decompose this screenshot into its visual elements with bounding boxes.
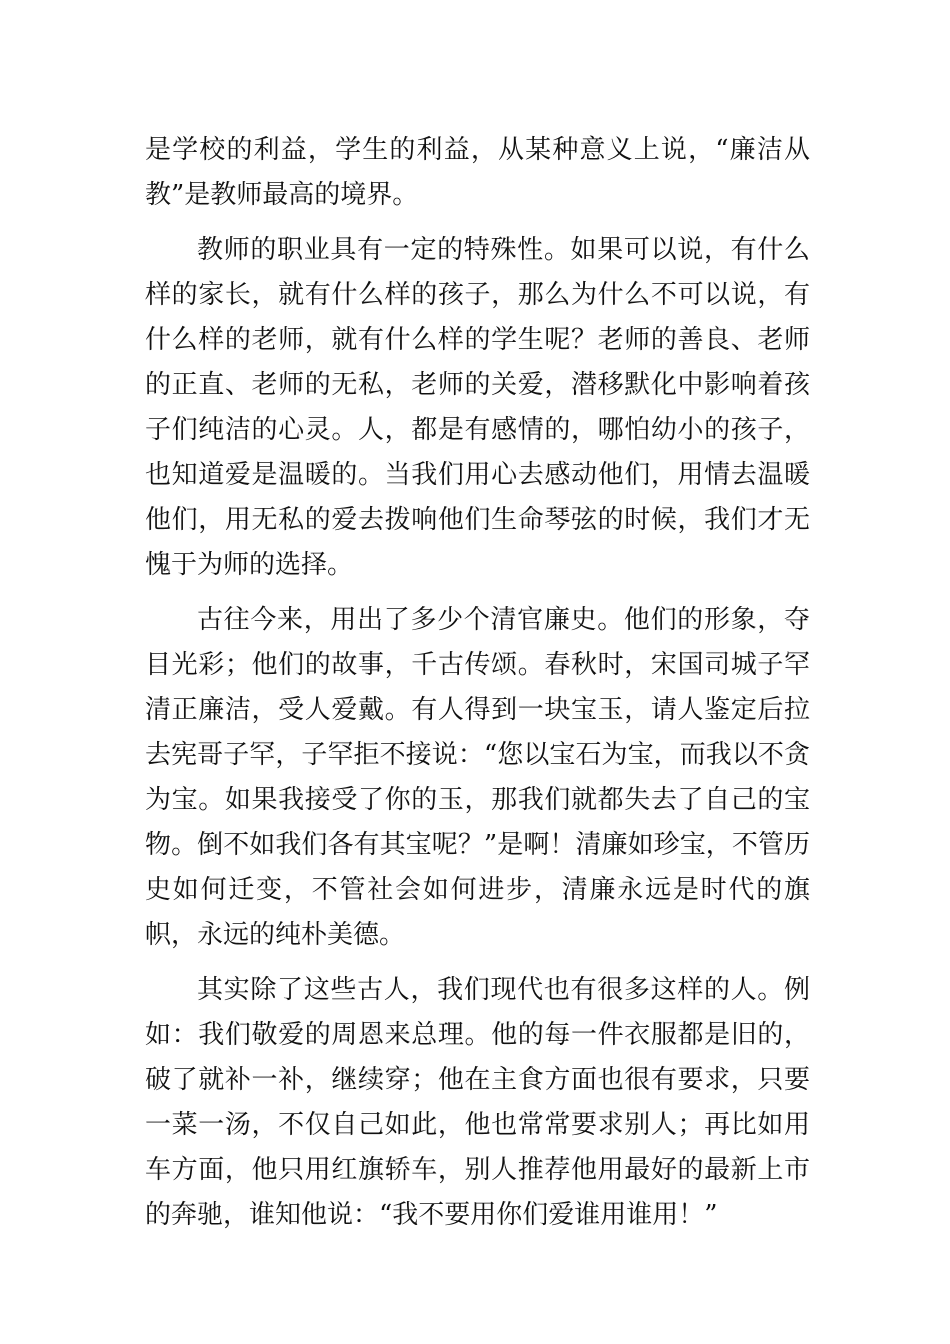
paragraph-modern-example: 其实除了这些古人，我们现代也有很多这样的人。例如：我们敬爱的周恩来总理。他的每一件衣服都是旧的，破了就补一补，继续穿；他在主食方面也很有要求，只要一菜一汤，不仅自己如此，他也常常要求别人；再比如用车方面，他只用红旗轿车，别人推荐他用最好的最新上市的奔驰，谁知他说：“我不要用你们爱谁用谁用！” xyxy=(145,975,810,1230)
document-body xyxy=(145,128,810,1248)
paragraph-ancient-officials: 古往今来，用出了多少个清官廉史。他们的形象，夺目光彩；他们的故事，千古传颂。春秋时，宋国司城子罕清正廉洁，受人爱戴。有人得到一块宝玉，请人鉴定后拉去宪哥子罕，子罕拒不接说：“您以宝石为宝，而我以不贪为宝。如果我接受了你的玉，那我们就都失去了自己的宝物。倒不如我们各有其宝呢？”是啊！清廉如珍宝，不管历史如何迁变，不管社会如何进步，清廉永远是时代的旗帜，永远的纯朴美德。 xyxy=(145,605,810,950)
paragraph-continuation: 是学校的利益，学生的利益，从某种意义上说，“廉洁从教”是教师最高的境界。 xyxy=(145,135,810,210)
paragraph-teacher-profession: 教师的职业具有一定的特殊性。如果可以说，有什么样的家长，就有什么样的孩子，那么为什么不可以说，有什么样的老师，就有什么样的学生呢？老师的善良、老师的正直、老师的无私，老师的关爱，潜移默化中影响着孩子们纯洁的心灵。人，都是有感情的，哪怕幼小的孩子，也知道爱是温暖的。当我们用心去感动他们，用情去温暖他们，用无私的爱去拨响他们生命琴弦的时候，我们才无愧于为师的选择。 xyxy=(145,235,810,580)
